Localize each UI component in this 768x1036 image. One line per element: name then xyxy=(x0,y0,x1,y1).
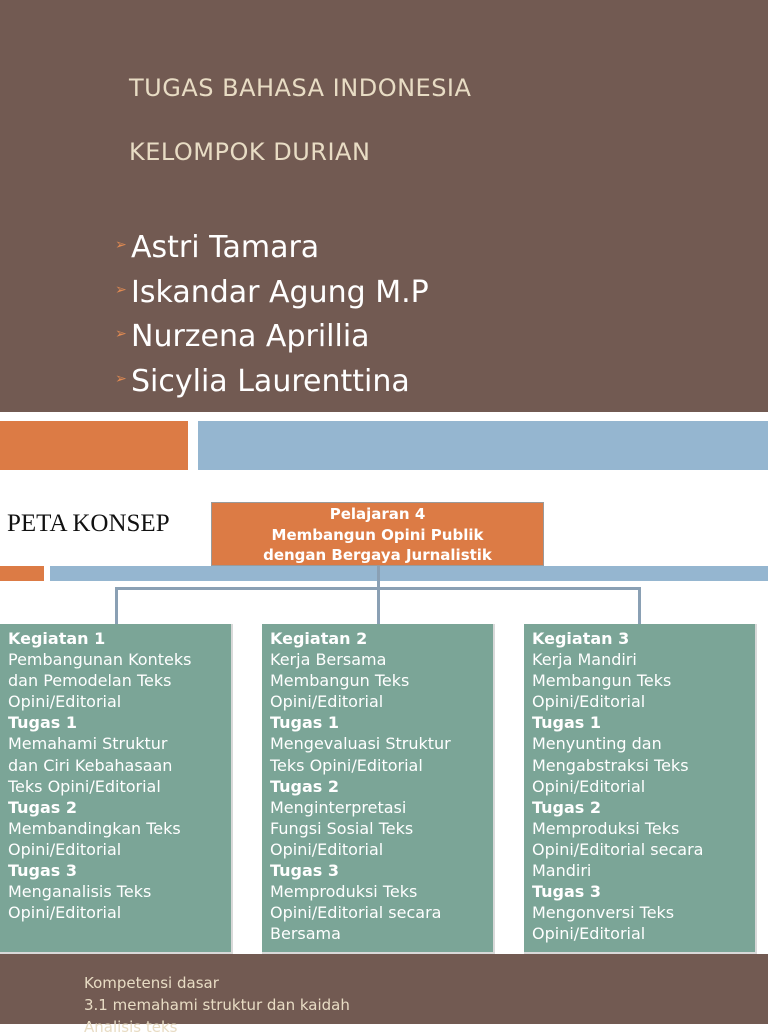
card-line: Pembangunan Konteks xyxy=(8,650,192,670)
card-line: Opini/Editorial xyxy=(270,839,384,859)
card-line: Opini/Editorial secara xyxy=(532,839,704,859)
slide-title: TUGAS BAHASA INDONESIA xyxy=(129,74,472,102)
arrow-bullet-icon: ➢ xyxy=(115,370,127,387)
card-section-heading: Kegiatan 2 xyxy=(270,629,368,648)
arrow-bullet-icon: ➢ xyxy=(115,281,127,298)
card-line: Kerja Mandiri xyxy=(532,650,637,670)
lesson-subtitle: dengan Bergaya Jurnalistik xyxy=(263,546,492,564)
member-item xyxy=(115,317,429,362)
card-section-heading: Tugas 2 xyxy=(270,776,340,796)
card-line: Opini/Editorial xyxy=(532,776,646,796)
card-line: Membandingkan Teks xyxy=(8,818,181,838)
member-item xyxy=(115,362,429,407)
lesson-number: Pelajaran 4 xyxy=(329,505,426,523)
card-line: Opini/Editorial xyxy=(532,692,646,712)
title-slide xyxy=(0,0,768,412)
card-line: dan Pemodelan Teks xyxy=(8,671,172,691)
competency-item: 3.1 memahami struktur dan kaidah xyxy=(84,996,350,1014)
member-name: Sicylia Laurenttina xyxy=(131,363,410,399)
card-section-heading: Kegiatan 3 xyxy=(532,629,630,648)
blue-header-bar xyxy=(198,421,768,470)
arrow-bullet-icon: ➢ xyxy=(115,237,127,253)
card-line: Fungsi Sosial Teks xyxy=(270,818,414,838)
member-item xyxy=(115,228,429,273)
member-name: Iskandar Agung M.P xyxy=(131,274,429,310)
card-line: Membangun Teks xyxy=(270,671,410,691)
card-line: Opini/Editorial xyxy=(270,692,384,712)
card-section-heading: Tugas 2 xyxy=(532,797,602,817)
card-line: Mengabstraksi Teks xyxy=(532,755,689,775)
card-line: Menganalisis Teks xyxy=(8,882,152,902)
card-line: Kerja Bersama xyxy=(270,650,387,670)
card-line: Opini/Editorial xyxy=(8,692,122,712)
card-section-heading: Tugas 3 xyxy=(532,882,602,902)
activity-card-3 xyxy=(524,624,755,952)
connector-trunk xyxy=(377,566,380,588)
card-line: Bersama xyxy=(270,924,341,944)
card-section-heading: Tugas 2 xyxy=(8,797,78,817)
slide-divider xyxy=(0,412,768,417)
card-line: Memahami Struktur xyxy=(8,734,168,754)
card-line: Teks Opini/Editorial xyxy=(270,755,423,775)
orange-header-bar xyxy=(0,421,188,470)
card-line: Mengevaluasi Struktur xyxy=(270,734,451,754)
activity-card-2 xyxy=(262,624,493,952)
member-name: Astri Tamara xyxy=(131,230,320,265)
competency-slide xyxy=(0,954,768,1036)
activity-card-1 xyxy=(0,624,231,952)
card-line: Membangun Teks xyxy=(532,671,672,691)
member-list xyxy=(115,228,429,406)
card-line: Opini/Editorial xyxy=(8,903,122,923)
blue-accent-bar xyxy=(50,566,768,581)
card-section-heading: Tugas 1 xyxy=(532,713,602,733)
card-section-heading: Tugas 1 xyxy=(270,713,340,733)
slide-subtitle: KELOMPOK DURIAN xyxy=(129,138,371,166)
competency-heading: Kompetensi dasar xyxy=(84,974,219,992)
member-item xyxy=(115,273,429,318)
card-line: Mandiri xyxy=(532,861,592,881)
card-section-heading: Tugas 1 xyxy=(8,713,78,733)
card-line: Memproduksi Teks xyxy=(532,818,680,838)
connector-left xyxy=(115,587,118,624)
lesson-box xyxy=(211,502,544,566)
card-line: Opini/Editorial secara xyxy=(270,903,442,923)
connector-middle xyxy=(377,587,380,624)
card-line: Menyunting dan xyxy=(532,734,662,754)
competency-item-cut: Analisis teks xyxy=(84,1018,178,1036)
connector-right xyxy=(638,587,641,624)
card-line: Menginterpretasi xyxy=(270,797,407,817)
concept-map-heading: PETA KONSEP xyxy=(7,510,170,537)
card-section-heading: Tugas 3 xyxy=(270,861,340,881)
arrow-bullet-icon: ➢ xyxy=(115,326,127,342)
card-line: Opini/Editorial xyxy=(532,924,646,944)
card-line: Opini/Editorial xyxy=(8,839,122,859)
card-section-heading: Kegiatan 1 xyxy=(8,629,106,648)
member-name: Nurzena Aprillia xyxy=(131,319,370,354)
card-line: dan Ciri Kebahasaan xyxy=(8,755,173,775)
card-section-heading: Tugas 3 xyxy=(8,861,78,881)
card-line: Teks Opini/Editorial xyxy=(8,776,161,796)
card-line: Memproduksi Teks xyxy=(270,882,418,902)
orange-accent-bar xyxy=(0,566,44,581)
card-line: Mengonversi Teks xyxy=(532,903,675,923)
lesson-title: Membangun Opini Publik xyxy=(271,525,484,544)
